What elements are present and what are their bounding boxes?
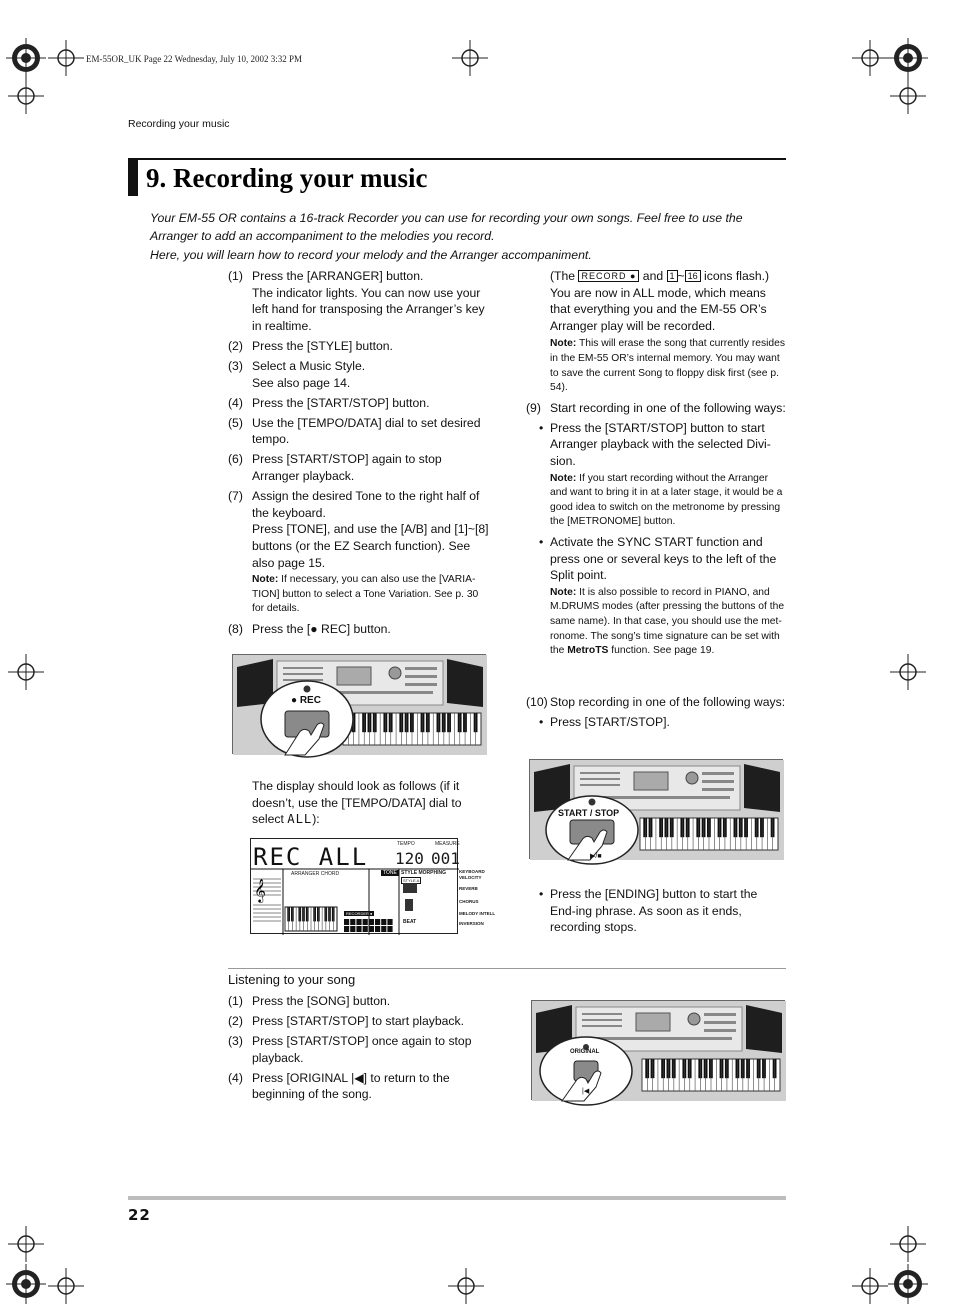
original-symbol: |◀	[582, 1088, 590, 1095]
rec-button-label: ● REC	[291, 695, 321, 706]
left-column	[228, 268, 490, 641]
start-stop-symbol: ▶/■	[590, 853, 602, 860]
crosshair-icon	[46, 38, 86, 78]
keyboard-start-stop-illustration	[529, 759, 783, 859]
lcd-style-tag: STYLE A	[403, 878, 420, 883]
lcd-word: ALL	[287, 812, 313, 827]
note-erase: Note: This will erase the song that currently resides in the EM-55 OR’s internal memory. You may want to save the current Song to floppy disk first (see p. 54).	[550, 338, 786, 394]
crosshair-icon	[46, 1266, 86, 1306]
page-title: 9. Recording your music	[146, 163, 428, 193]
step-10-option-1: • Press [START/STOP].	[536, 714, 786, 731]
record-icons-text: (The RECORD ● and 1 ~ 16 icons flash.) You are now in ALL mode, which means that everything you and the EM-55 OR’s Arranger play will be recorded. Note: This will erase the song that currently resides in the EM-55 OR’s internal memory. You may want to save the current Song to floppy disk first (see p. 54).	[526, 268, 786, 396]
lcd-style-morphing: STYLE MORPHING	[401, 870, 447, 876]
intro-paragraph: Your EM-55 OR contains a 16-track Recorder you can use for recording your own songs. Feel free to use the Arranger to add an accompaniment to the melodies you record.	[150, 211, 743, 243]
step-9-option-1: • Press the [START/STOP] button to start Arranger playback with the selected Divi-sion. Note: If you start recording without the Arranger and want to bring it in at a later stage, it would be a good idea to switch on the metronome by pressing the [METRONOME] button.	[536, 420, 786, 530]
crosshair-icon	[850, 38, 890, 78]
step-3: (3) Select a Music Style. See also page 14.	[228, 358, 366, 390]
crosshair-icon	[888, 652, 928, 692]
listening-steps	[228, 993, 490, 1107]
lcd-measure-value: 001	[431, 849, 460, 868]
registration-mark-icon	[6, 38, 46, 78]
crosshair-icon	[6, 1224, 46, 1264]
step-8: (8) Press the [● REC] button.	[228, 621, 391, 636]
page-number: 22	[128, 1206, 151, 1224]
original-button-label: ORIGINAL	[570, 1049, 600, 1055]
step-9-option-2: • Activate the SYNC START function and press one or several keys to the left of the Split point. Note: It is also possible to record in PIANO, and M.DRUMS modes (after pressing the buttons of the same name). In that case, you should use the met-ronome. The song’s time signature can be set with the MetroTS function. See page 19.	[536, 534, 786, 659]
crosshair-icon	[888, 76, 928, 116]
lcd-display	[250, 838, 496, 934]
lcd-tempo-value: 120	[395, 849, 424, 868]
lcd-right-labels: KEYBOARD VELOCITY REVERB CHORUS MELODY INTELL INVERSION	[459, 869, 496, 926]
intro-paragraph: Here, you will learn how to record your melody and the Arranger accompaniment.	[150, 247, 592, 262]
track-1-indicator: 1	[667, 270, 678, 282]
crosshair-icon	[850, 1266, 890, 1306]
note-arranger: Note: If you start recording without the Arranger and want to bring it in at a later stage, it would be a good idea to switch on the metronome by pressing the [METRONOME] button.	[550, 472, 783, 528]
lcd-arranger-chord: ARRANGER CHORD	[291, 871, 340, 877]
lcd-beat: BEAT	[403, 919, 417, 925]
track-16-indicator: 16	[685, 270, 701, 282]
lcd-tempo-label: TEMPO	[397, 841, 415, 847]
step-10-block	[526, 694, 786, 734]
step-10-option-2: • Press the [ENDING] button to start the End-ing phrase. As soon as it ends, recording stops.	[536, 886, 786, 936]
registration-mark-icon	[888, 38, 928, 78]
crosshair-icon	[888, 1224, 928, 1264]
section-divider	[228, 968, 786, 969]
start-stop-button-label: START / STOP	[558, 808, 620, 818]
keyboard-rec-illustration	[232, 654, 486, 754]
crosshair-icon	[6, 652, 46, 692]
step-9: (9) Start recording in one of the following ways:	[526, 400, 786, 415]
intro	[150, 210, 786, 266]
right-column	[526, 268, 786, 663]
running-header: Recording your music	[128, 118, 230, 130]
keyboard-original-illustration	[531, 1000, 785, 1100]
step-6: (6) Press [START/STOP] again to stop Arranger playback.	[228, 452, 442, 484]
footer-rule	[128, 1196, 786, 1200]
crosshair-icon	[6, 76, 46, 116]
svg-text:𝄞: 𝄞	[254, 878, 266, 902]
note-piano: Note: It is also possible to record in PIANO, and M.DRUMS modes (after pressing the buttons of the same name). In that case, you should use the met-ronome. The song’s time signature can be set with the MetroTS function. See page 19.	[550, 586, 785, 657]
lcd-tone: TONE	[383, 870, 397, 876]
listen-step-2: (2) Press [START/STOP] to start playback.	[228, 1014, 464, 1029]
section-heading: Listening to your song	[228, 972, 356, 987]
step-1: (1) Press the [ARRANGER] button. The indicator lights. You can now use your left hand for transposing the Arranger’s key in realtime.	[228, 269, 485, 333]
step-10-option-2-block	[536, 886, 786, 939]
display-caption: The display should look as follows (if it doesn’t, use the [TEMPO/DATA] dial to select ALL):	[252, 779, 462, 827]
step-7: (7) Assign the desired Tone to the right half of the keyboard. Press [TONE], and use the [A/B] and [1]~[8] buttons (or the EZ Search function). See also page 15. Note: If necessary, you can also use the [VARIA-TION] button to select a Tone Variation. See p. 30 for details.	[228, 488, 490, 617]
registration-mark-icon	[6, 1264, 46, 1304]
listen-step-3: (3) Press [START/STOP] once again to stop playback.	[228, 1034, 472, 1065]
title-bar	[128, 160, 138, 196]
crosshair-icon	[450, 38, 490, 78]
step-10: (10) Stop recording in one of the following ways:	[526, 695, 786, 709]
listen-step-4: (4) Press [ORIGINAL |◀] to return to the beginning of the song.	[228, 1070, 450, 1102]
note-variation: Note: If necessary, you can also use the [VARIA-TION] button to select a Tone Variation. See p. 30 for details.	[252, 574, 479, 615]
lcd-main-text: REC ALL	[253, 843, 369, 871]
listen-step-1: (1) Press the [SONG] button.	[228, 994, 391, 1008]
record-indicator: RECORD ●	[578, 270, 639, 282]
lcd-recorder: RECORDER ●	[346, 911, 373, 916]
lcd-measure-label: MEASURE	[435, 841, 460, 847]
crosshair-icon	[446, 1266, 486, 1306]
step-5: (5) Use the [TEMPO/DATA] dial to set desired tempo.	[228, 415, 481, 447]
step-2: (2) Press the [STYLE] button.	[228, 338, 393, 353]
print-info: EM-55OR_UK Page 22 Wednesday, July 10, 2002 3:32 PM	[86, 54, 303, 64]
registration-mark-icon	[888, 1264, 928, 1304]
step-4: (4) Press the [START/STOP] button.	[228, 395, 430, 410]
